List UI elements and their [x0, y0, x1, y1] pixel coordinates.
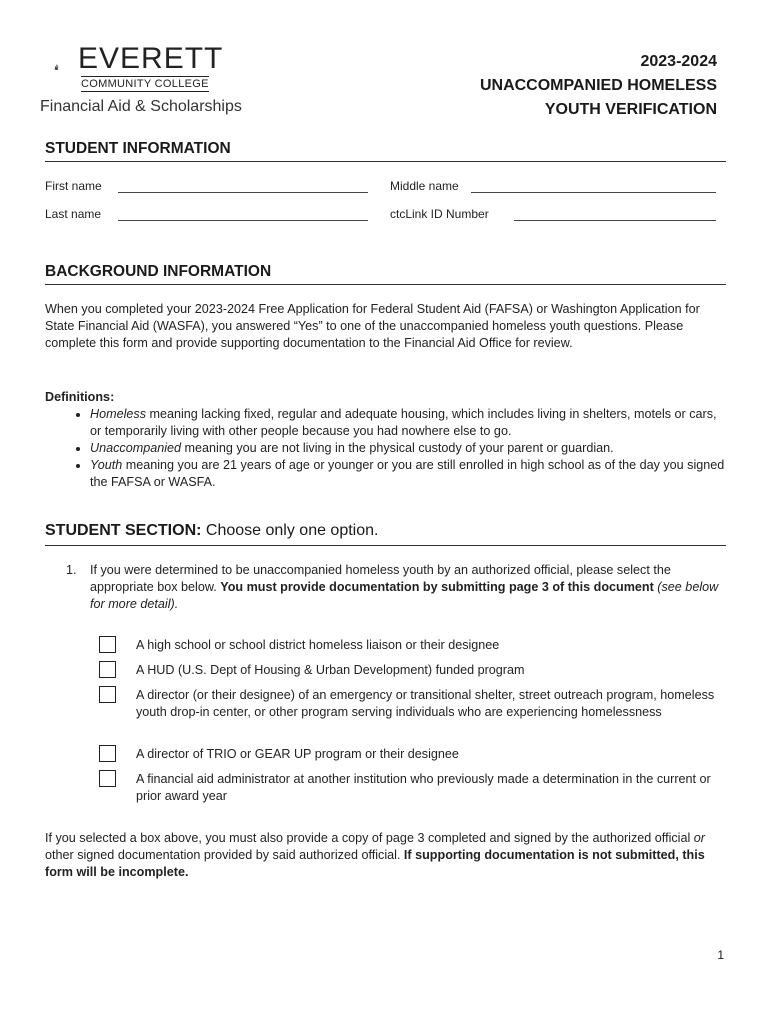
option-liaison[interactable] [99, 637, 729, 654]
definition-text: meaning lacking fixed, regular and adequate housing, which includes living in shelters, motels or cars, or temporarily living with other people because you had nowhere else to go. [90, 407, 717, 438]
definition-item [90, 406, 725, 440]
definition-term: Unaccompanied [90, 441, 182, 455]
divider [45, 161, 726, 162]
last-name-field[interactable] [118, 220, 368, 221]
question-italic-text: (see below for more detail). [90, 580, 719, 611]
note-text: other signed documentation provided by said authorized official. [45, 848, 404, 862]
note-text: If you selected a box above, you must also provide a copy of page 3 completed and signed by the authorized official [45, 831, 694, 845]
definition-text: meaning you are not living in the physical custody of your parent or guardian. [181, 441, 614, 455]
definition-term: Homeless [90, 407, 146, 421]
logo-department: Financial Aid & Scholarships [40, 98, 242, 115]
option-fa-administrator[interactable] [99, 771, 729, 805]
option-label: A HUD (U.S. Dept of Housing & Urban Development) funded program [136, 663, 525, 677]
question-bold-text: You must provide documentation by submitting page 3 of this document [220, 580, 654, 594]
definition-term: Youth [90, 458, 123, 472]
question-1 [66, 562, 726, 613]
form-year: 2023-2024 [640, 53, 717, 70]
first-name-field[interactable] [118, 192, 368, 193]
option-label: A director (or their designee) of an emergency or transitional shelter, street outreach program, homeless youth drop-in center, or other program serving individuals who are experiencing homelessness [136, 688, 715, 719]
background-paragraph: When you completed your 2023-2024 Free Application for Federal Student Aid (FAFSA) or Washington Application for State Financial Aid (WASFA), you answered “Yes” to one of the unaccompanied homeless youth questions. Please complete this form and provide supporting documentation to the Financial Aid Office for review. [45, 302, 700, 350]
definitions-block [45, 389, 725, 491]
logo-subtitle: COMMUNITY COLLEGE [81, 78, 209, 90]
middle-name-field[interactable] [471, 192, 716, 193]
logo-wordmark: EVERETT [78, 42, 224, 75]
student-info-heading: STUDENT INFORMATION [45, 140, 231, 157]
option-shelter-director[interactable] [99, 687, 729, 721]
checkbox[interactable] [99, 770, 116, 787]
option-label: A director of TRIO or GEAR UP program or their designee [136, 747, 459, 761]
option-label: A high school or school district homeless liaison or their designee [136, 638, 500, 652]
option-label: A financial aid administrator at another institution who previously made a determination in the current or prior award year [136, 772, 711, 803]
middle-name-label: Middle name [390, 179, 459, 193]
checkbox[interactable] [99, 745, 116, 762]
ctclink-id-field[interactable] [514, 220, 716, 221]
form-title [480, 50, 717, 122]
divider [45, 545, 726, 546]
background-heading: BACKGROUND INFORMATION [45, 263, 272, 280]
page-number: 1 [717, 948, 724, 962]
student-section-heading [45, 522, 378, 540]
last-name-label: Last name [45, 207, 102, 221]
first-name-label: First name [45, 179, 102, 193]
question-number: 1. [66, 563, 77, 577]
checkbox[interactable] [99, 636, 116, 653]
definition-item [90, 457, 725, 491]
student-section-heading-bold: STUDENT SECTION: [45, 522, 202, 539]
definition-text: meaning you are 21 years of age or younger or you are still enrolled in high school as of the day you signed the FAFSA or WASFA. [90, 458, 725, 489]
documentation-note [45, 830, 725, 881]
student-section-heading-rest: Choose only one option. [201, 522, 379, 539]
form-title-line1: UNACCOMPANIED HOMELESS [479, 77, 717, 94]
definitions-label: Definitions: [45, 390, 115, 404]
definition-item [90, 440, 725, 457]
note-bold: If supporting documentation is not submitted, this form will be incomplete. [45, 848, 705, 879]
checkbox[interactable] [99, 661, 116, 678]
question-text: If you were determined to be unaccompanied homeless youth by an authorized official, please select the appropriate box below. [90, 563, 671, 594]
option-hud[interactable] [99, 662, 729, 679]
divider [45, 284, 726, 285]
ctclink-id-label: ctcLink ID Number [390, 207, 489, 221]
option-trio-gearup[interactable] [99, 746, 729, 763]
note-italic: or [693, 831, 705, 845]
definitions-list [45, 406, 725, 491]
form-title-line2: YOUTH VERIFICATION [544, 101, 717, 118]
checkbox[interactable] [99, 686, 116, 703]
